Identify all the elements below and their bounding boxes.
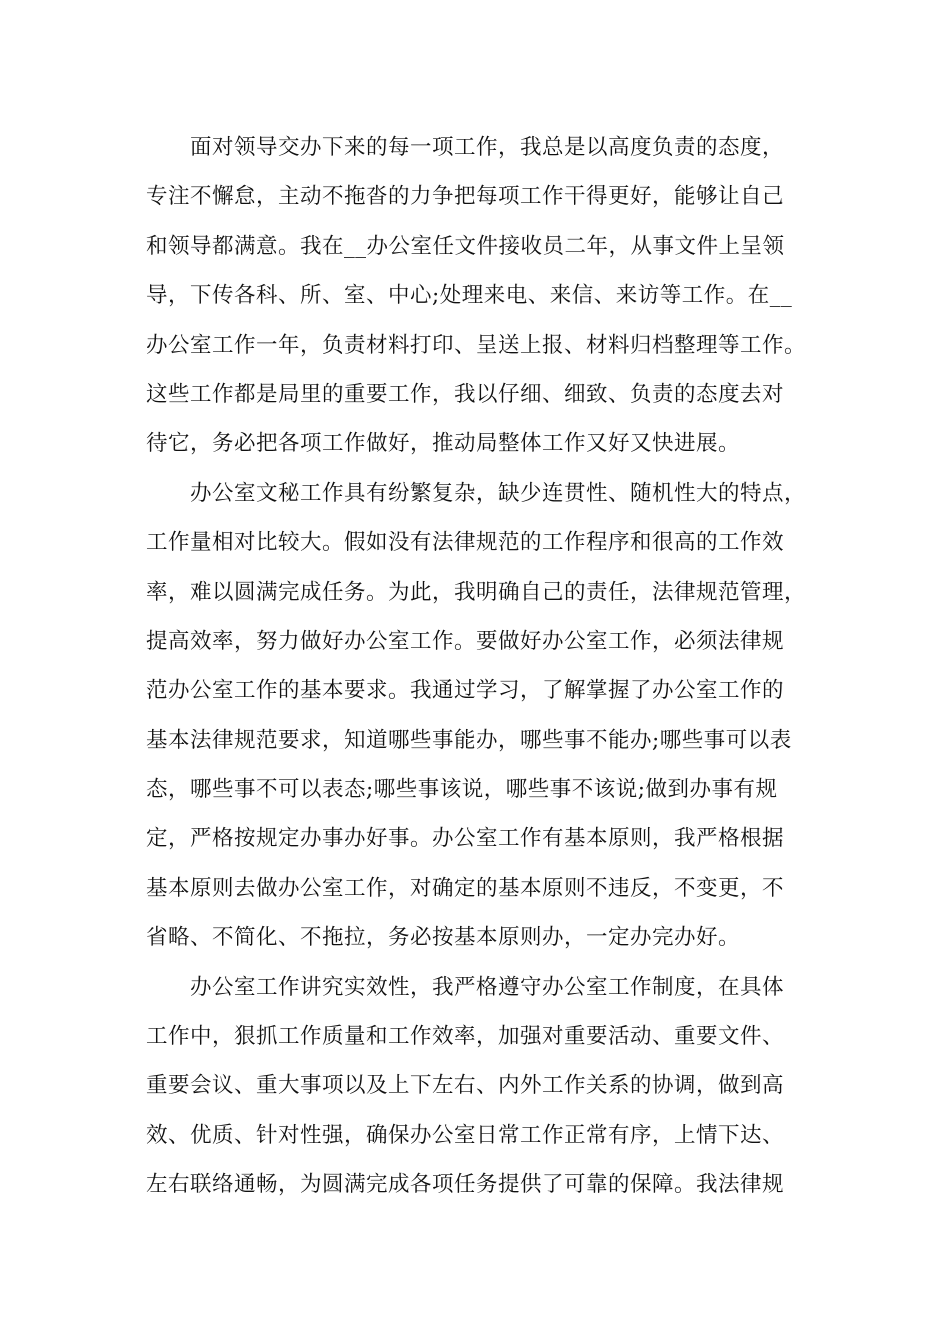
paragraph-line: 态，哪些事不可以表态;哪些事该说，哪些事不该说;做到办事有规: [146, 777, 778, 803]
paragraph-line: 定，严格按规定办事办好事。办公室工作有基本原则，我严格根据: [146, 826, 785, 852]
paragraph-line: 范办公室工作的基本要求。我通过学习，了解掌握了办公室工作的: [146, 678, 785, 704]
paragraph-3: [146, 963, 810, 1210]
paragraph-1: [146, 123, 810, 469]
paragraph-line: 面对领导交办下来的每一项工作，我总是以高度负责的态度，: [190, 135, 785, 160]
paragraph-line: 基本原则去做办公室工作，对确定的基本原则不违反，不变更，不: [146, 875, 785, 901]
paragraph-line: 专注不懈怠，主动不拖沓的力争把每项工作干得更好，能够让自己: [146, 184, 785, 210]
paragraph-line: 重要会议、重大事项以及上下左右、内外工作关系的协调，做到高: [146, 1073, 785, 1099]
paragraph-line: 这些工作都是局里的重要工作，我以仔细、细致、负责的态度去对: [146, 381, 785, 407]
paragraph-line: 办公室文秘工作具有纷繁复杂，缺少连贯性、随机性大的特点，: [190, 480, 807, 506]
paragraph-line: 和领导都满意。我在__办公室任文件接收员二年，从事文件上呈领: [146, 233, 785, 259]
paragraph-line: 左右联络通畅，为圆满完成各项任务提供了可靠的保障。我法律规: [146, 1172, 785, 1198]
paragraph-line: 提高效率，努力做好办公室工作。要做好办公室工作，必须法律规: [146, 628, 785, 654]
paragraph-line: 效、优质、针对性强，确保办公室日常工作正常有序，上情下达、: [146, 1122, 785, 1148]
paragraph-line: 导，下传各科、所、室、中心;处理来电、来信、来访等工作。在__: [146, 283, 793, 309]
paragraph-line: 办公室工作一年，负责材料打印、呈送上报、材料归档整理等工作。: [146, 332, 807, 358]
paragraph-line: 待它，务必把各项工作做好，推动局整体工作又好又快进展。: [146, 431, 741, 457]
document-body: [146, 123, 810, 1210]
paragraph-line: 基本法律规范要求，知道哪些事能办，哪些事不能办;哪些事可以表: [146, 727, 792, 753]
paragraph-2: [146, 469, 810, 963]
paragraph-line: 省略、不简化、不拖拉，务必按基本原则办，一定办完办好。: [146, 925, 741, 951]
paragraph-line: 工作中，狠抓工作质量和工作效率，加强对重要活动、重要文件、: [146, 1024, 785, 1050]
paragraph-line: 工作量相对比较大。假如没有法律规范的工作程序和很高的工作效: [146, 530, 785, 556]
paragraph-line: 办公室工作讲究实效性，我严格遵守办公室工作制度，在具体: [190, 974, 785, 1000]
paragraph-line: 率，难以圆满完成任务。为此，我明确自己的责任，法律规范管理，: [146, 579, 807, 605]
